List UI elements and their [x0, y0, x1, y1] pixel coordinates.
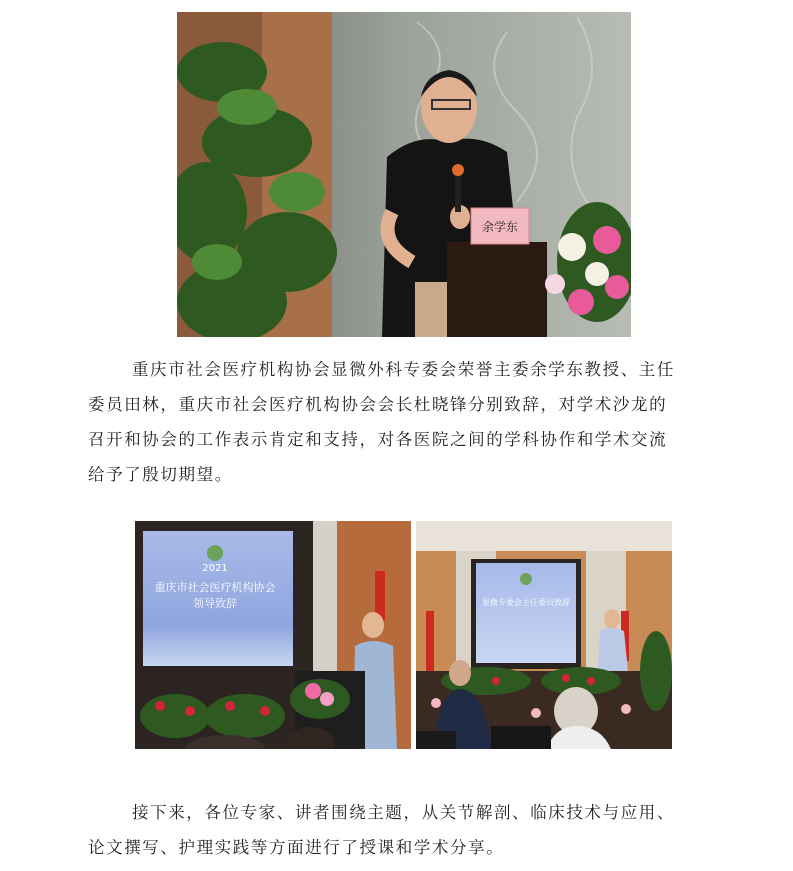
screen-title: 显微专委会主任委员致辞 — [482, 598, 570, 607]
paragraph-line: 论文撰写、护理实践等方面进行了授课和学术分享。 — [88, 838, 505, 857]
speaker-photo — [177, 12, 631, 337]
paragraph-line: 重庆市社会医疗机构协会显微外科专委会荣誉主委余学东教授、主任 — [132, 360, 675, 379]
screen-year: 2021 — [202, 563, 228, 574]
paragraph-line: 接下来，各位专家、讲者围绕主题，从关节解剖、临床技术与应用、 — [132, 803, 675, 822]
nameplate-text: 余学东 — [481, 220, 519, 234]
screen-subtitle: 领导致辞 — [193, 597, 237, 610]
paragraph-speakers — [88, 352, 698, 492]
leadership-speech-photo — [135, 521, 411, 749]
paragraph-line: 委员田林，重庆市社会医疗机构协会会长杜晓锋分别致辞，对学术沙龙的 — [88, 395, 668, 414]
paragraph-lectures — [88, 795, 698, 865]
committee-speech-photo — [416, 521, 672, 749]
paragraph-line: 召开和协会的工作表示肯定和支持，对各医院之间的学科协作和学术交流 — [88, 430, 668, 449]
paragraph-line: 给予了殷切期望。 — [88, 465, 233, 484]
screen-title: 重庆市社会医疗机构协会 — [154, 581, 276, 594]
